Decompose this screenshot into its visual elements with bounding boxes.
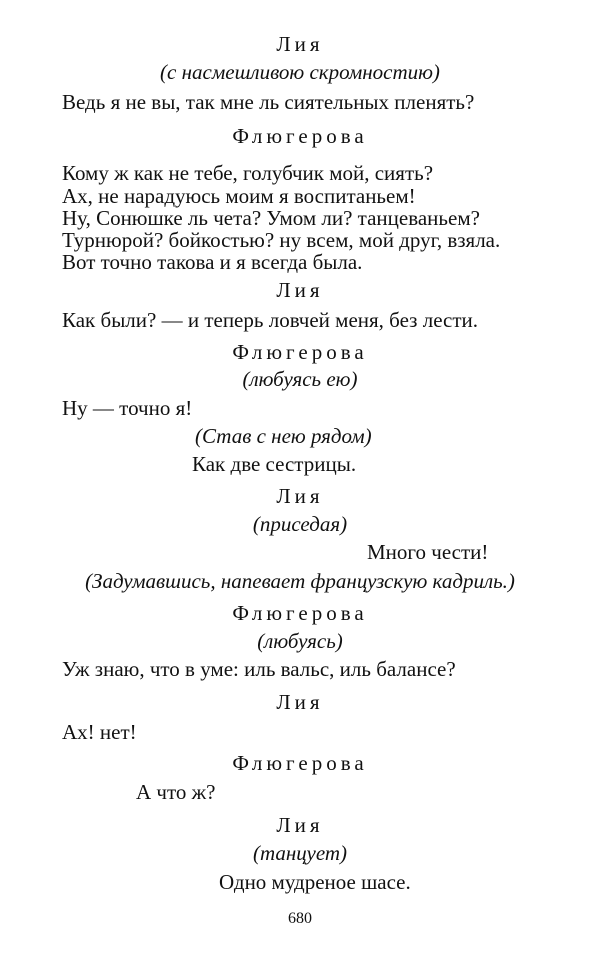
verse-line: Турнюрой? бойкостью? ну всем, мой друг, взяла.	[62, 228, 501, 252]
stage-direction: (любуясь ею)	[242, 367, 358, 391]
speaker-name: Флюгерова	[232, 340, 368, 364]
verse-line: Ведь я не вы, так мне ль сиятельных пленять?	[62, 90, 475, 114]
speaker-name: Флюгерова	[232, 124, 368, 148]
speaker-name: Лия	[276, 484, 324, 508]
verse-line: Как были? — и теперь ловчей меня, без лести.	[62, 308, 479, 332]
verse-line: Уж знаю, что в уме: иль вальс, иль балансе?	[62, 657, 456, 681]
speaker-name: Лия	[276, 690, 324, 714]
verse-line: Ну, Сонюшке ль чета? Умом ли? танцеваньем?	[62, 206, 480, 230]
verse-line: Много чести!	[367, 540, 489, 564]
stage-direction: (Став с нею рядом)	[195, 424, 372, 448]
stage-direction: (с насмешливою скромностию)	[160, 60, 440, 84]
verse-line: Ну — точно я!	[62, 396, 193, 420]
stage-direction: (любуясь)	[257, 629, 343, 653]
stage-direction: (Задумавшись, напевает французскую кадриль.)	[85, 569, 515, 593]
speaker-name: Лия	[276, 813, 324, 837]
speaker-name: Флюгерова	[232, 751, 368, 775]
page-number: 680	[288, 910, 312, 927]
speaker-name: Лия	[276, 32, 324, 56]
verse-line: Кому ж как не тебе, голубчик мой, сиять?	[62, 161, 434, 185]
speaker-name: Флюгерова	[232, 601, 368, 625]
stage-direction: (приседая)	[252, 512, 348, 536]
verse-line: Вот точно такова и я всегда была.	[62, 250, 363, 274]
verse-line: Ах! нет!	[62, 720, 137, 744]
stage-direction: (танцует)	[252, 841, 348, 865]
speaker-name: Лия	[276, 278, 324, 302]
verse-line: Одно мудреное шасе.	[219, 870, 411, 894]
verse-line: Ах, не нарадуюсь моим я воспитаньем!	[62, 184, 416, 208]
verse-line: А что ж?	[136, 780, 216, 804]
verse-line: Как две сестрицы.	[192, 452, 357, 476]
